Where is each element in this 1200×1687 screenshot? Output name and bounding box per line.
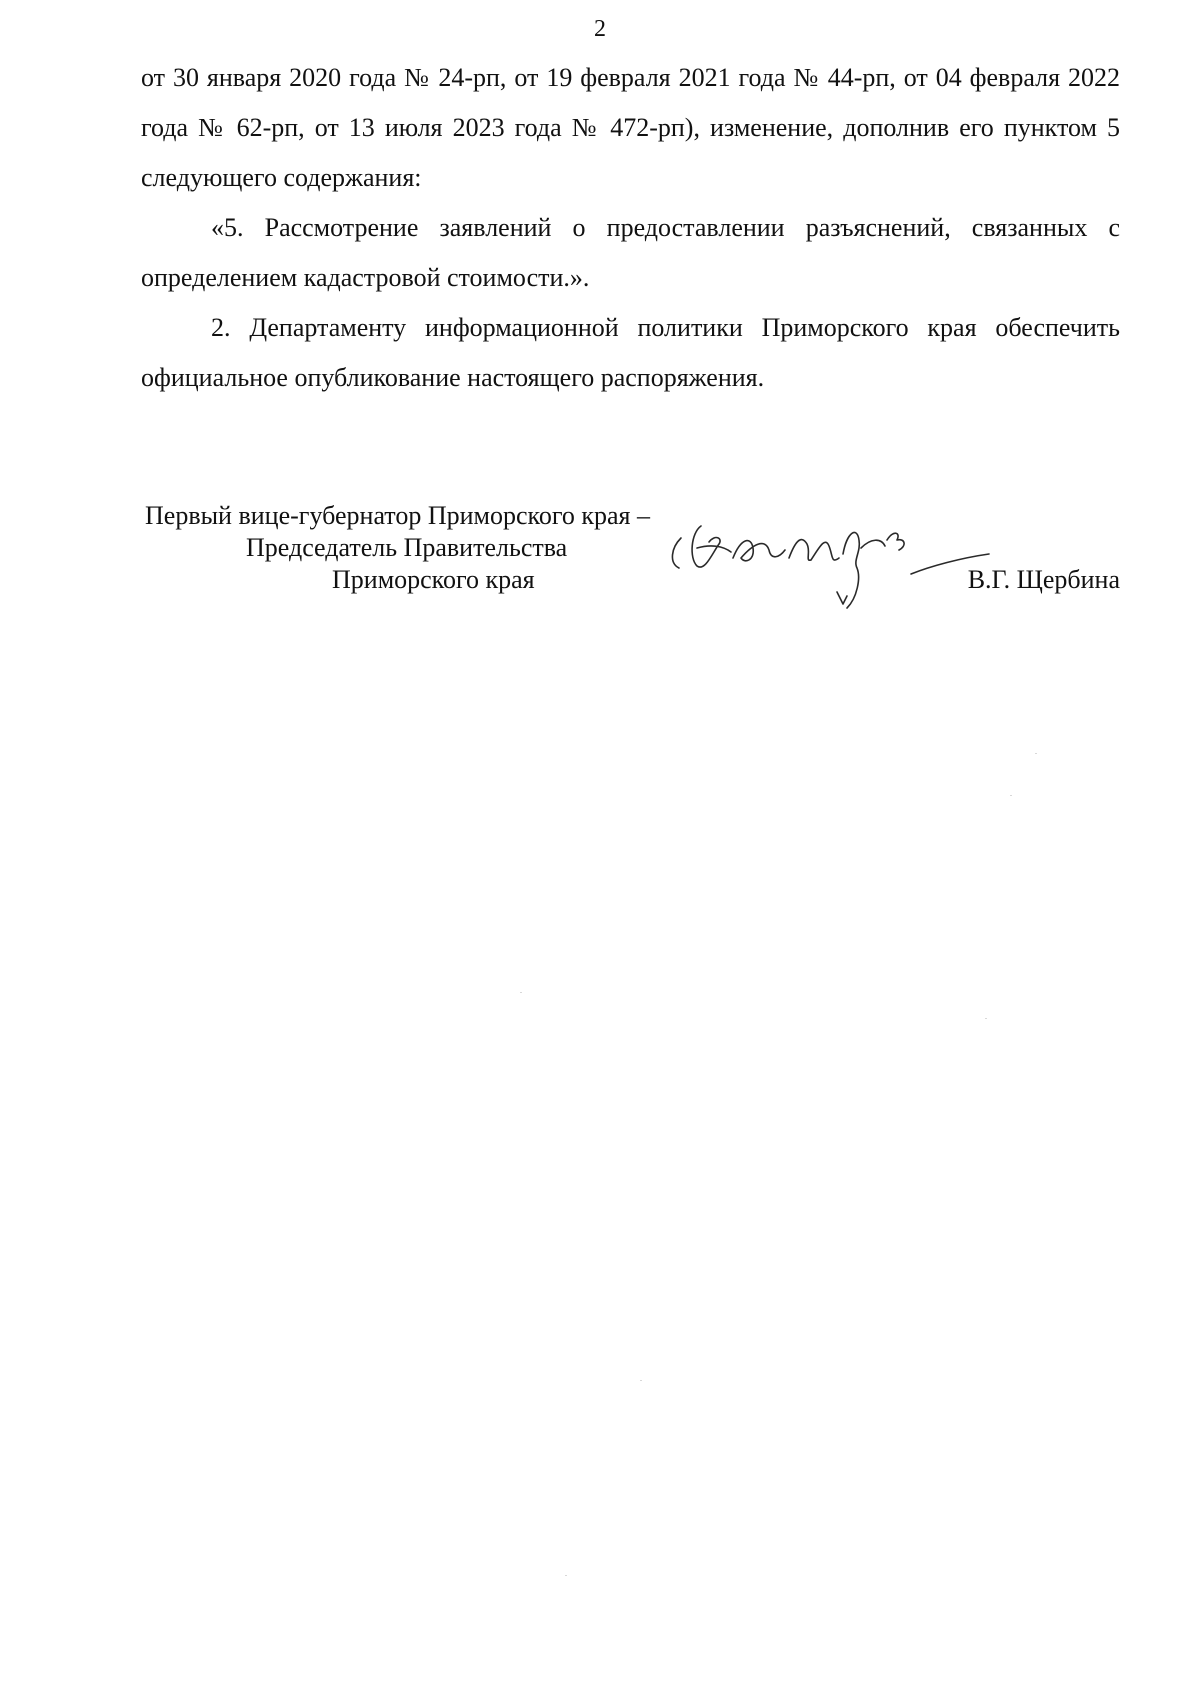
paragraph-item-5: «5. Рассмотрение заявлений о предоставлении разъяснений, связанных с определением кадастровой стоимости.». xyxy=(141,213,1120,292)
scan-speck xyxy=(520,992,522,993)
handwritten-signature xyxy=(661,508,991,618)
signatory-name: В.Г. Щербина xyxy=(967,565,1120,594)
paragraph-item-2-publication: 2. Департаменту информационной политики Приморского края обеспечить официальное опубликование настоящего распоряжения. xyxy=(141,313,1120,392)
document-body xyxy=(141,53,1120,403)
page-number: 2 xyxy=(594,16,606,42)
signatory-title-line-2: Председатель Правительства xyxy=(246,533,568,562)
scan-speck xyxy=(565,1575,567,1576)
signatory-title-line-3: Приморского края xyxy=(332,565,535,594)
scan-speck xyxy=(640,1380,642,1381)
scan-speck xyxy=(1035,753,1037,754)
scan-speck xyxy=(985,1018,987,1019)
scan-speck xyxy=(1010,795,1012,796)
signature-block xyxy=(141,500,1120,610)
signatory-title-line-1: Первый вице-губернатор Приморского края – xyxy=(145,501,650,530)
paragraph-amendment-continuation: от 30 января 2020 года № 24-рп, от 19 февраля 2021 года № 44-рп, от 04 февраля 2022 года № 62-рп, от 13 июля 2023 года № 472-рп), изменение, дополнив его пунктом 5 следующего содержания: xyxy=(141,63,1120,192)
